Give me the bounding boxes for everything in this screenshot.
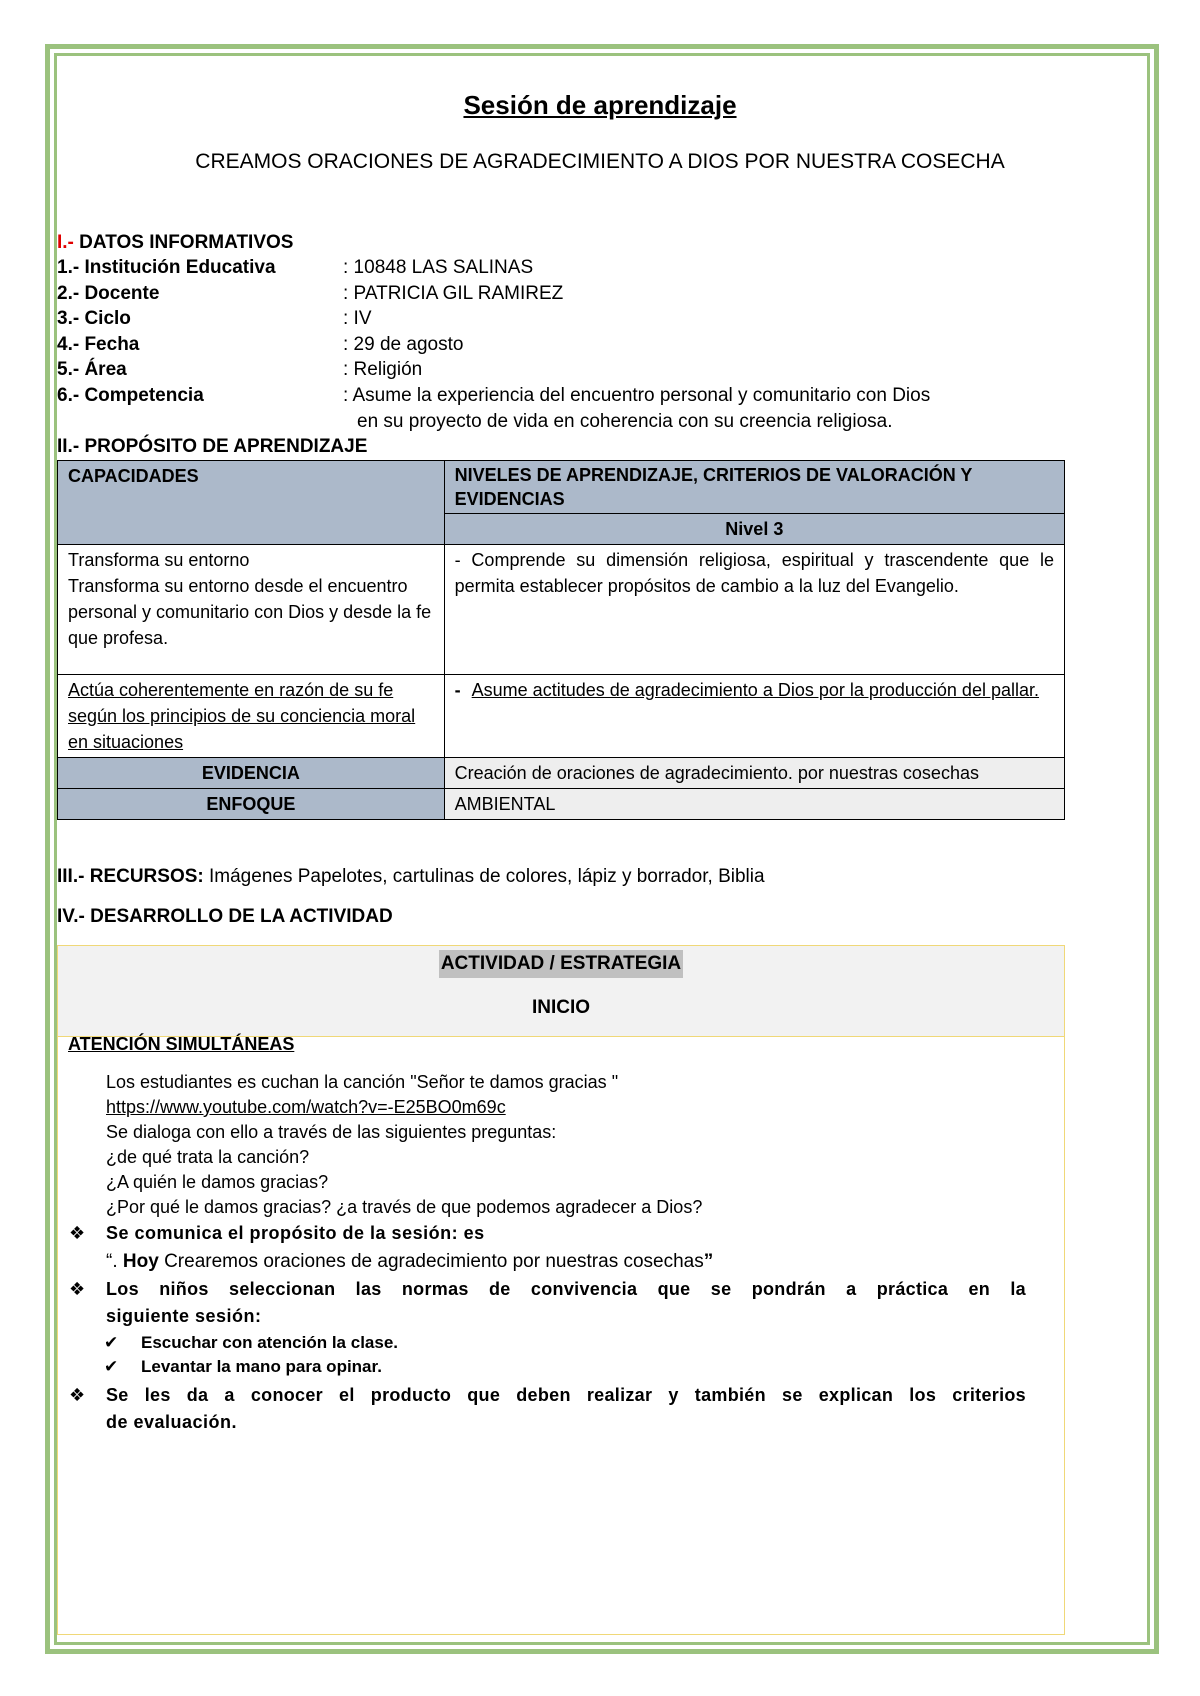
evidencia-value: Creación de oraciones de agradecimiento. por nuestras cosechas (444, 758, 1064, 789)
datos-label: 3.- Ciclo (57, 308, 131, 329)
datos-value: : IV (343, 308, 372, 329)
section-proposito: II.- PROPÓSITO DE APRENDIZAJE (57, 436, 368, 457)
checkmark-icon: ✔ (104, 1333, 119, 1352)
criterio-2-text: Asume actitudes de agradecimiento a Dios por la producción del pallar. (471, 680, 1039, 700)
bullet-producto: Se les da a conocer el producto que deben realizar y también se explican los criterios (106, 1385, 1026, 1405)
capacidad-1 (58, 545, 445, 675)
atencion-heading: ATENCIÓN SIMULTÁNEAS (68, 1034, 295, 1054)
header-capacidades: CAPACIDADES (58, 461, 445, 545)
datos-row-fecha (57, 334, 1057, 360)
datos-label: 5.- Área (57, 359, 127, 380)
capacidad-2: Actúa coherentemente en razón de su fe según los principios de su conciencia moral en situaciones (58, 675, 445, 758)
session-subtitle: CREAMOS ORACIONES DE AGRADECIMIENTO A DIOS POR NUESTRA COSECHA (195, 150, 1005, 173)
criterio-1: - Comprende su dimensión religiosa, espiritual y trascendente que le permita establecer propósitos de cambio a la luz del Evangelio. (444, 545, 1064, 675)
diamond-bullet-icon: ❖ (69, 1385, 86, 1405)
actividad-header (58, 946, 1064, 1037)
bullet-normas: Los niños seleccionan las normas de convivencia que se pondrán a práctica en la (106, 1279, 1026, 1299)
quote-open: “. (106, 1251, 123, 1272)
checkmark-icon: ✔ (104, 1357, 119, 1376)
norma-2: Levantar la mano para opinar. (141, 1357, 382, 1376)
datos-label: 4.- Fecha (57, 334, 140, 355)
datos-row-area (57, 359, 1057, 385)
actividad-inicio: INICIO (531, 997, 591, 1018)
datos-row-docente (57, 283, 1057, 309)
diamond-bullet-icon: ❖ (69, 1223, 86, 1243)
header-niveles: NIVELES DE APRENDIZAJE, CRITERIOS DE VALORACIÓN Y EVIDENCIAS (444, 461, 1064, 514)
capacidad-1-title: Transforma su entorno (68, 550, 250, 570)
datos-row-institucion (57, 257, 1057, 283)
actividad-line: ¿de qué trata la canción? (106, 1147, 310, 1167)
actividad-title: ACTIVIDAD / ESTRATEGIA (439, 950, 683, 978)
proposito-text: Crearemos oraciones de agradecimiento por nuestras cosechas (158, 1251, 704, 1272)
proposito-table (57, 460, 1065, 820)
header-nivel-3: Nivel 3 (444, 514, 1064, 545)
actividad-line: Los estudiantes es cuchan la canción "Señor te damos gracias " (106, 1072, 619, 1092)
criterio-2 (444, 675, 1064, 758)
diamond-bullet-icon: ❖ (69, 1279, 86, 1299)
datos-value: : PATRICIA GIL RAMIREZ (343, 283, 564, 304)
norma-1: Escuchar con atención la clase. (141, 1333, 399, 1352)
actividad-line: ¿A quién le damos gracias? (106, 1172, 329, 1192)
section-recursos (57, 866, 765, 888)
datos-value: : 29 de agosto (343, 334, 464, 355)
section-datos-informativos (57, 232, 293, 254)
criterio-2-dash: - (454, 680, 461, 700)
datos-row-ciclo (57, 308, 1057, 334)
bullet-proposito-detail (106, 1251, 713, 1273)
capacidad-1-text: Transforma su entorno desde el encuentro personal y comunitario con Dios y desde la fe que profesa. (68, 576, 432, 648)
actividad-line: ¿Por qué le damos gracias? ¿a través de que podemos agradecer a Dios? (106, 1197, 703, 1217)
enfoque-label: ENFOQUE (58, 789, 445, 820)
datos-value: : Religión (343, 359, 423, 380)
section-desarrollo: IV.- DESARROLLO DE LA ACTIVIDAD (57, 906, 393, 927)
enfoque-value: AMBIENTAL (444, 789, 1064, 820)
datos-value: : Asume la experiencia del encuentro personal y comunitario con Dios (343, 385, 931, 406)
datos-row-competencia (57, 385, 1057, 411)
datos-label: 2.- Docente (57, 283, 160, 304)
recursos-value: Imágenes Papelotes, cartulinas de colores, lápiz y borrador, Biblia (203, 866, 765, 887)
song-link[interactable]: https://www.youtube.com/watch?v=-E25BO0m69c (106, 1097, 506, 1117)
actividad-line: Se dialoga con ello a través de las siguientes preguntas: (106, 1122, 557, 1142)
quote-close: ” (703, 1251, 714, 1272)
hoy-word: Hoy (122, 1251, 159, 1272)
datos-label: 6.- Competencia (57, 385, 204, 406)
datos-competencia-continued: en su proyecto de vida en coherencia con su creencia religiosa. (357, 411, 893, 432)
datos-value: : 10848 LAS SALINAS (343, 257, 534, 278)
evidencia-label: EVIDENCIA (58, 758, 445, 789)
section-number: I.- (57, 232, 74, 253)
bullet-normas-cont: siguiente sesión: (106, 1306, 262, 1326)
document-title: Sesión de aprendizaje (463, 90, 737, 120)
bullet-producto-cont: de evaluación. (106, 1412, 238, 1432)
datos-label: 1.- Institución Educativa (57, 257, 276, 278)
section-label: DATOS INFORMATIVOS (73, 232, 294, 253)
recursos-label: III.- RECURSOS: (57, 866, 204, 887)
bullet-proposito: Se comunica el propósito de la sesión: es (106, 1223, 485, 1243)
